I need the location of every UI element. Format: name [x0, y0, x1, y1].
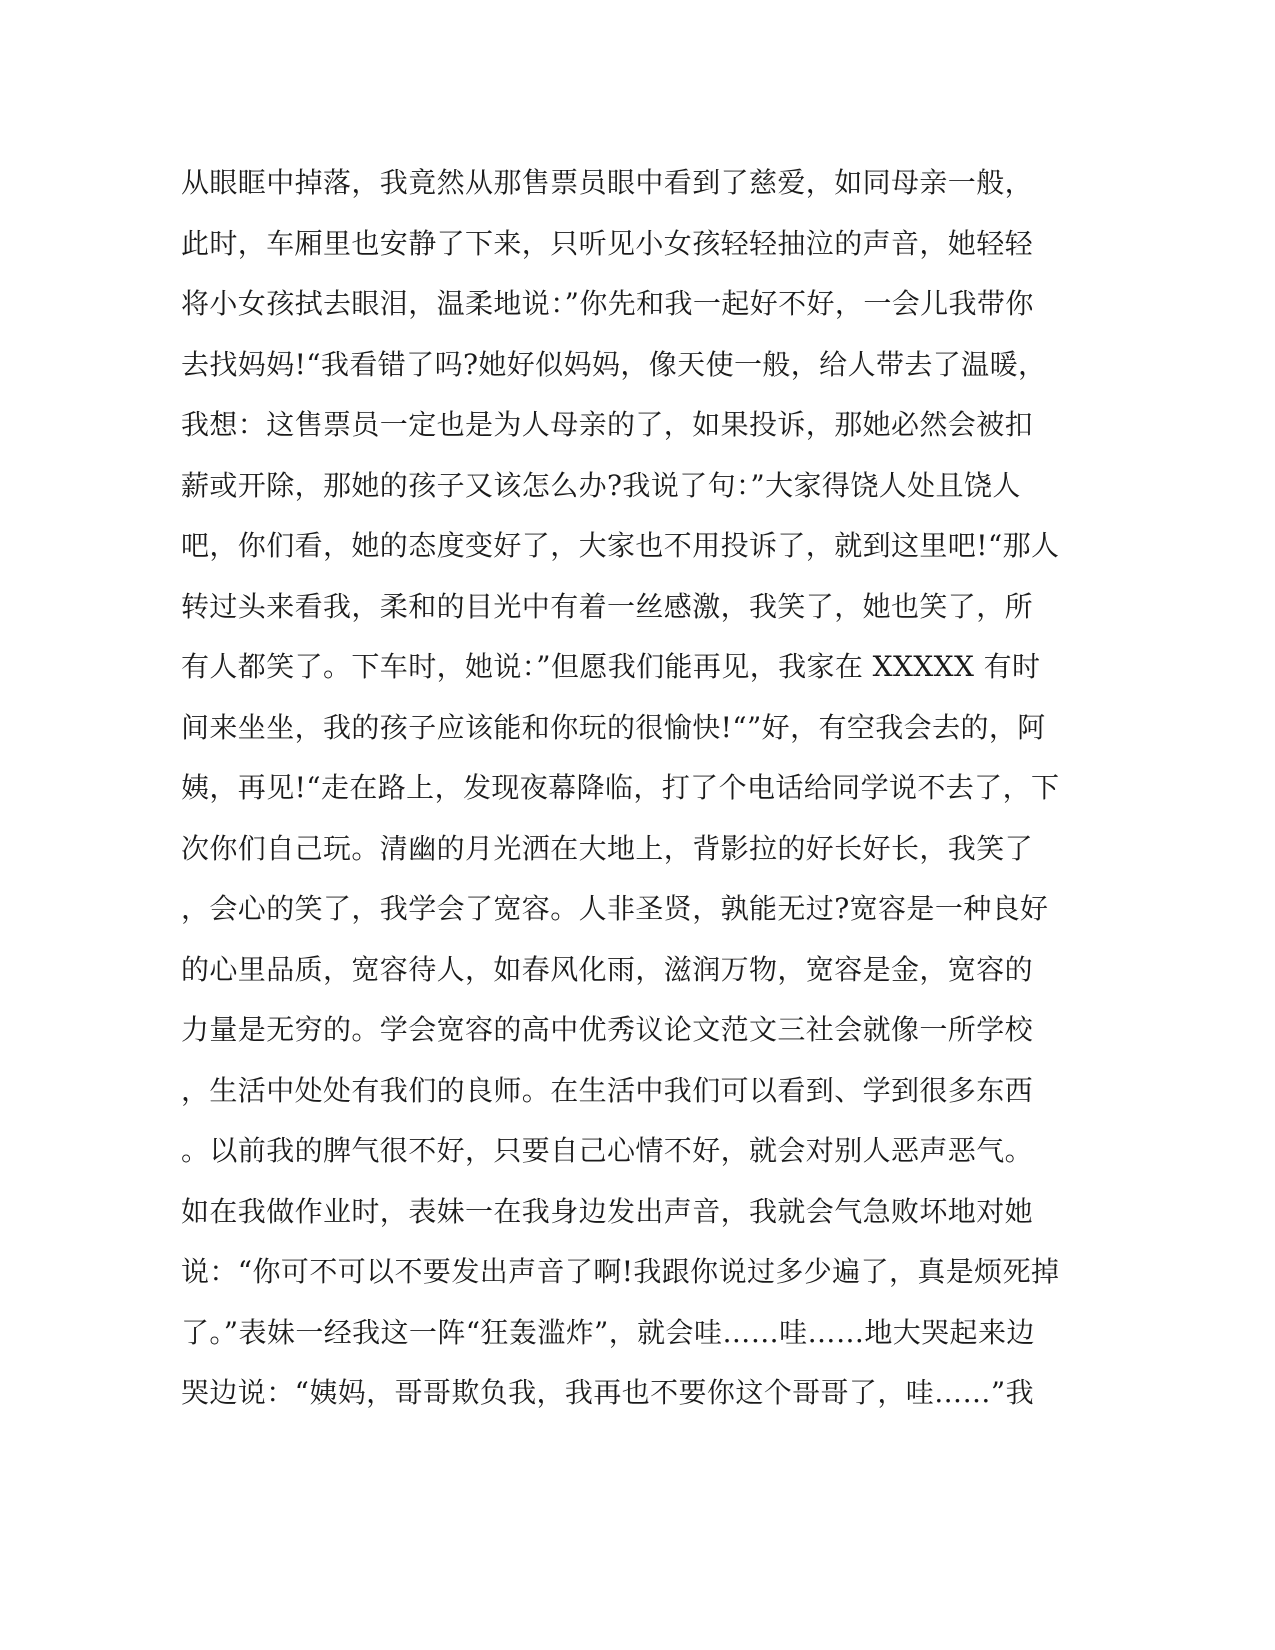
body-text	[181, 163, 1061, 1434]
text-line: 。以前我的脾气很不好，只要自己心情不好，就会对别人恶声恶气。	[181, 1134, 1034, 1167]
text-line: 间来坐坐，我的孩子应该能和你玩的很愉快!“”好，有空我会去的，阿	[181, 710, 1046, 744]
text-line: 将小女孩拭去眼泪，温柔地说：”你先和我一起好不好，一会儿我带你	[181, 287, 1034, 320]
text-line: 的心里品质，宽容待人，如春风化雨，滋润万物，宽容是金，宽容的	[181, 952, 1034, 986]
text-line: 次你们自己玩。清幽的月光洒在大地上，背影拉的好长好长，我笑了	[181, 831, 1034, 865]
text-line: 我想：这售票员一定也是为人母亲的了，如果投诉，那她必然会被扣	[181, 408, 1034, 441]
text-line: 如在我做作业时，表妹一在我身边发出声音，我就会气急败坏地对她	[181, 1194, 1034, 1228]
text-line: 了。”表妹一经我这一阵“狂轰滥炸”，就会哇……哇……地大哭起来边	[181, 1315, 1035, 1349]
text-line: 薪或开除，那她的孩子又该怎么办?我说了句：”大家得饶人处且饶人	[181, 468, 1021, 502]
text-line: 有人都笑了。下车时，她说：”但愿我们能再见，我家在 XXXXX 有时	[181, 650, 1041, 683]
text-line: 此时，车厢里也安静了下来，只听见小女孩轻轻抽泣的声音，她轻轻	[181, 226, 1034, 260]
text-line: ，会心的笑了，我学会了宽容。人非圣贤，孰能无过?宽容是一种良好	[181, 892, 1049, 925]
text-line: 从眼眶中掉落，我竟然从那售票员眼中看到了慈爱，如同母亲一般，	[181, 166, 1034, 199]
text-line: 吧，你们看，她的态度变好了，大家也不用投诉了，就到这里吧!“那人	[181, 529, 1060, 562]
text-line: 力量是无穷的。学会宽容的高中优秀议论文范文三社会就像一所学校	[181, 1013, 1034, 1046]
text-line: 说：“你可不可以不要发出声音了啊!我跟你说过多少遍了，真是烦死掉	[181, 1255, 1060, 1288]
text-line: 去找妈妈!“我看错了吗?她好似妈妈，像天使一般，给人带去了温暖，	[181, 347, 1047, 381]
text-line: ，生活中处处有我们的良师。在生活中我们可以看到、学到很多东西	[181, 1073, 1034, 1107]
text-line: 转过头来看我，柔和的目光中有着一丝感激，我笑了，她也笑了，所	[181, 589, 1034, 623]
text-line: 姨，再见!“走在路上，发现夜幕降临，打了个电话给同学说不去了，下	[181, 771, 1060, 804]
text-line: 哭边说：“姨妈，哥哥欺负我，我再也不要你这个哥哥了，哇……”我	[181, 1376, 1035, 1409]
